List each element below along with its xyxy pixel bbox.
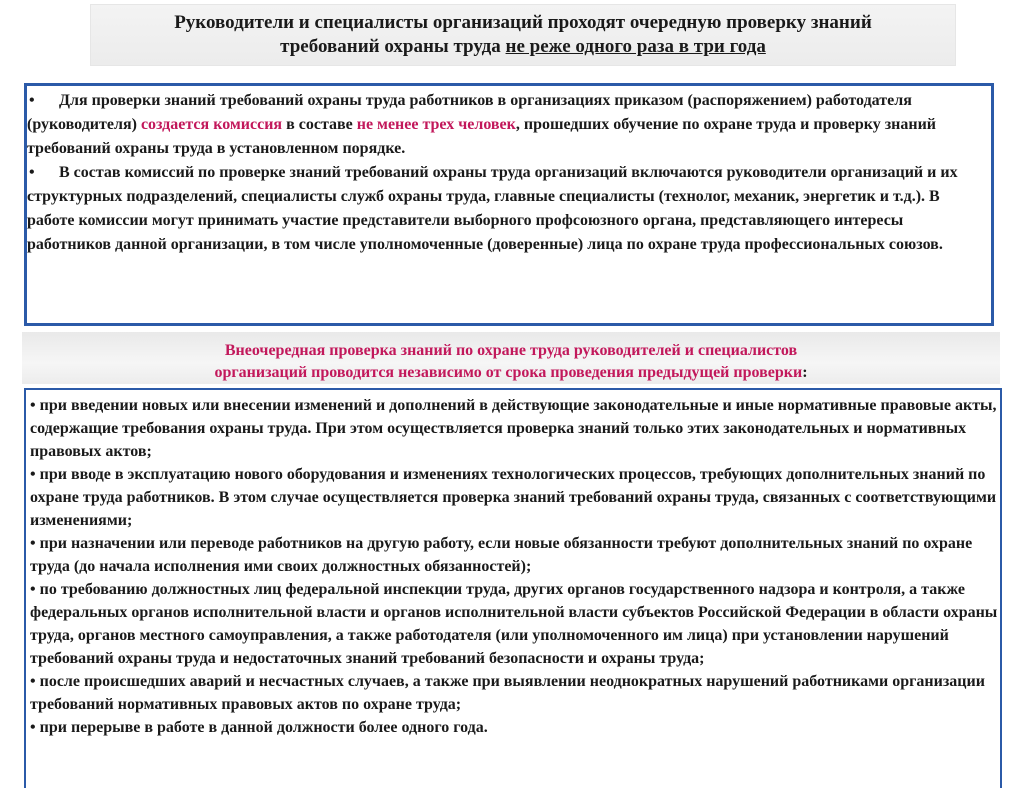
title-underlined-phrase: не реже одного раза в три года xyxy=(505,36,766,57)
highlight-commission-created: создается комиссия xyxy=(140,116,283,133)
list-item: • при перерыве в работе в данной должности более одного года. xyxy=(30,719,488,736)
commission-composition-text: В состав комиссий по проверке знаний требований охраны труда организаций включаются руководители организаций и их структурных подразделений, специалисты служб охраны труда, главные специалисты (технолог, механик, энергетик и т.д.). В работе комиссии могут принимать участие представители выборного профсоюзного органа, представляющего интересы работников данной организации, в том числе уполномоченные (доверенные) лица по охране труда профессиональных союзов. xyxy=(27,164,958,253)
commission-paragraph-2 xyxy=(27,161,983,257)
list-item: • при вводе в эксплуатацию нового оборудования и изменениях технологических процессов, требующих дополнительных знаний по охране труда работников. В этом случае осуществляется проверка знаний требований охраны труда, связанных с соответствующими изменениями; xyxy=(30,466,997,529)
bullet: • xyxy=(29,92,35,109)
commission-section xyxy=(24,83,994,326)
list-item: • при введении новых или внесении изменений и дополнений в действующие законодательные и иные нормативные правовые акты, содержащие требования охраны труда. При этом осуществляется проверка знаний только этих законодательных и нормативных правовых актов; xyxy=(30,397,997,460)
extraordinary-check-banner xyxy=(22,332,1000,384)
commission-text-b: в составе xyxy=(282,116,357,133)
page-title xyxy=(90,4,956,66)
commission-text-a: Для проверки знаний требований охраны труда работников в организациях приказом (распоряжением) работодателя (руководителя) xyxy=(27,92,912,133)
title-line-2-start: требований охраны труда xyxy=(280,36,506,57)
extraordinary-check-list xyxy=(24,388,1002,788)
banner-colon: : xyxy=(802,364,808,381)
highlight-min-three: не менее трех человек xyxy=(356,116,516,133)
banner-line-2 xyxy=(22,362,1000,384)
title-line-1: Руководители и специалисты организаций проходят очередную проверку знаний xyxy=(174,12,872,33)
banner-line-1: Внеочередная проверка знаний по охране труда руководителей и специалистов xyxy=(224,342,798,359)
banner-line-2-text: организаций проводится независимо от срока проведения предыдущей проверки xyxy=(214,364,803,381)
list-item: • при назначении или переводе работников на другую работу, если новые обязанности требуют дополнительных знаний по охране труда (до начала исполнения ими своих должностных обязанностей); xyxy=(30,535,973,575)
list-item: • по требованию должностных лиц федеральной инспекции труда, других органов государственного надзора и контроля, а также федеральных органов исполнительной власти и органов исполнительной власти субъектов Российской Федерации в области охраны труда, органов местного самоуправления, а также работодателя (или уполномоченного им лица) при установлении нарушений требований охраны труда и недостаточных знаний требований безопасности и охраны труда; xyxy=(30,581,998,667)
list-item: • после происшедших аварий и несчастных случаев, а также при выявлении неоднократных нарушений работниками организации требований нормативных правовых актов по охране труда; xyxy=(30,673,985,713)
commission-paragraph-1 xyxy=(27,89,983,161)
bullet: • xyxy=(29,164,35,181)
commission-text-c: , прошедших обучение по охране труда и проверку знаний требований охраны труда в установленном порядке. xyxy=(27,116,937,157)
title-line-2 xyxy=(280,35,766,59)
